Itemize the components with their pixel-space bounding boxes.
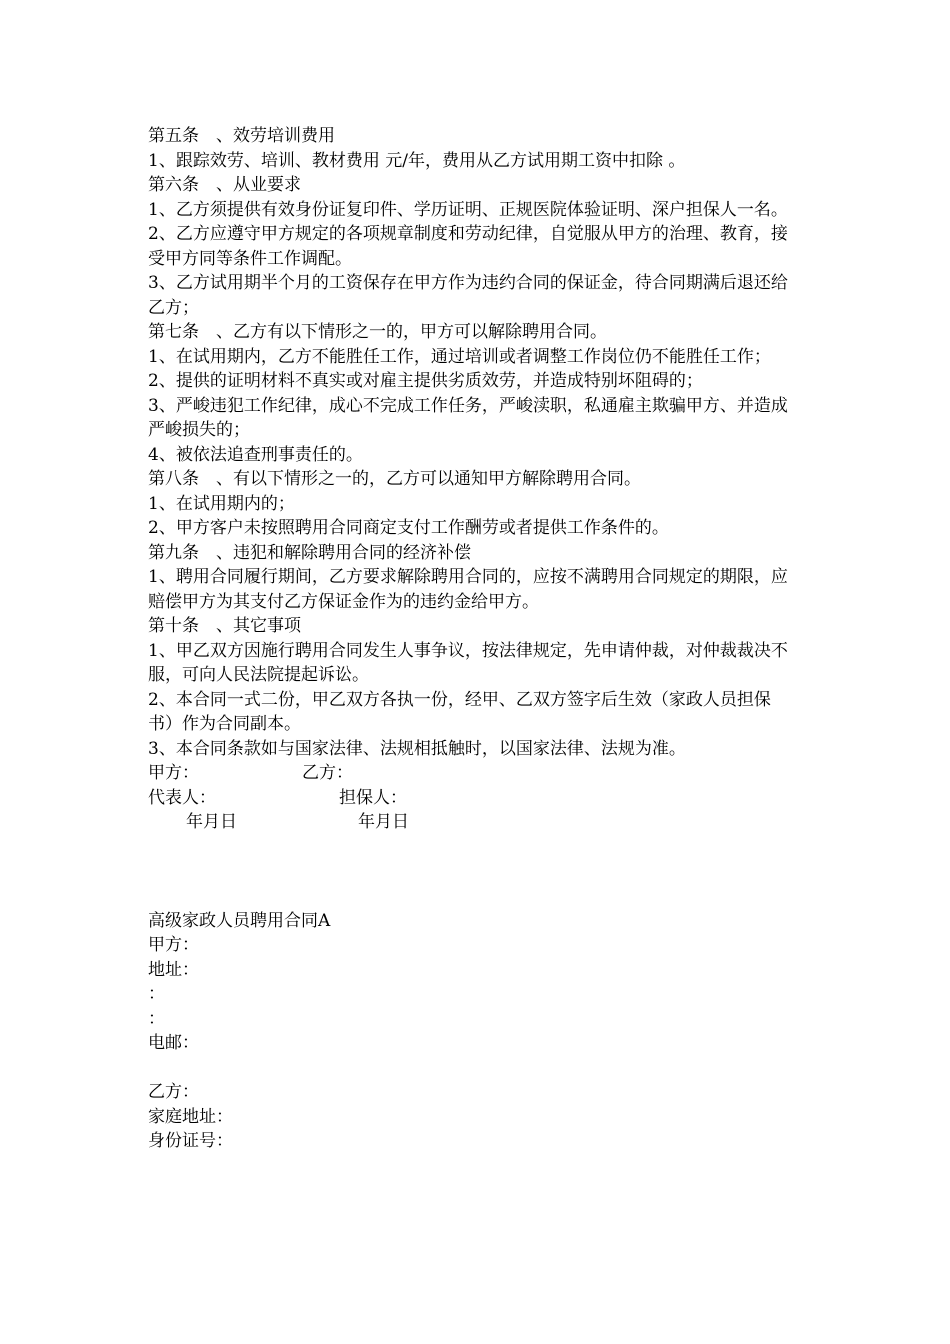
article-8-clause-2: 2、甲方客户未按照聘用合同商定支付工作酬劳或者提供工作条件的。 [148,518,669,538]
date-b-label: 年月日 [358,812,409,832]
article-10-clause-2: 2、本合同一式二份，甲乙双方各执一份，经甲、乙双方签字后生效（家政人员担保书）作为合同副本。 [148,689,771,734]
article-10-clause-1: 1、甲乙双方因施行聘用合同发生人事争议，按法律规定，先申请仲裁，对仲裁裁决不服，可向人民法院提起诉讼。 [148,640,788,685]
second-contract-home-address: 家庭地址： [148,1106,233,1127]
blank-line [148,1056,793,1081]
second-contract-party-a: 甲方： [148,935,199,955]
article-7-clause-2: 2、提供的证明材料不真实或对雇主提供劣质效劳，并造成特别坏阻碍的； [148,371,703,391]
guarantor-label: 担保人： [339,787,407,808]
document-body [148,124,793,1154]
article-5-heading: 第五条 、效劳培训费用 [148,126,335,146]
party-a-label: 甲方： [148,763,199,783]
party-b-label: 乙方： [302,763,353,783]
second-contract-id-number: 身份证号： [148,1131,233,1151]
second-contract-title: 高级家政人员聘用合同A [148,910,331,931]
article-10-heading: 第十条 、其它事项 [148,616,301,636]
article-8-heading: 第八条 、有以下情形之一的，乙方可以通知甲方解除聘用合同。 [148,469,641,489]
article-6-clause-2: 2、乙方应遵守甲方规定的各项规章制度和劳动纪律，自觉服从甲方的治理、教育，接受甲方同等条件工作调配。 [148,224,788,269]
article-10-clause-3: 3、本合同条款如与国家法律、法规相抵触时，以国家法律、法规为准。 [148,738,686,759]
second-contract-email: 电邮： [148,1033,199,1053]
article-6-heading: 第六条 、从业要求 [148,175,301,195]
signature-row-dates [148,810,793,835]
second-contract-party-b: 乙方： [148,1082,199,1102]
second-contract-blank-1: ： [148,984,165,1004]
article-9-heading: 第九条 、违犯和解除聘用合同的经济补偿 [148,542,471,563]
article-7-heading: 第七条 、乙方有以下情形之一的，甲方可以解除聘用合同。 [148,322,607,342]
article-6-clause-3: 3、乙方试用期半个月的工资保存在甲方作为违约合同的保证金，待合同期满后退还给乙方； [148,273,788,318]
signature-row-signers [148,786,793,811]
signature-row-parties [148,761,793,786]
article-7-clause-3: 3、严峻违犯工作纪律，成心不完成工作任务，严峻渎职，私通雇主欺骗甲方、并造成严峻损失的； [148,395,788,440]
article-6-clause-1: 1、乙方须提供有效身份证复印件、学历证明、正规医院体验证明、深户担保人一名。 [148,199,788,220]
date-a-label: 年月日 [186,812,237,832]
article-8-clause-1: 1、在试用期内的； [148,493,295,514]
second-contract-blank-2: ： [148,1008,165,1029]
second-contract-address: 地址： [148,959,199,980]
article-7-clause-1: 1、在试用期内，乙方不能胜任工作，通过培训或者调整工作岗位仍不能胜任工作； [148,346,771,367]
article-5-clause-1: 1、跟踪效劳、培训、教材费用 元/年，费用从乙方试用期工资中扣除 。 [148,150,686,171]
section-spacer [148,835,793,909]
article-9-clause-1: 1、聘用合同履行期间，乙方要求解除聘用合同的，应按不满聘用合同规定的期限，应赔偿甲方为其支付乙方保证金作为的违约金给甲方。 [148,567,788,612]
representative-label: 代表人： [148,787,216,808]
article-7-clause-4: 4、被依法追查刑事责任的。 [148,444,363,465]
